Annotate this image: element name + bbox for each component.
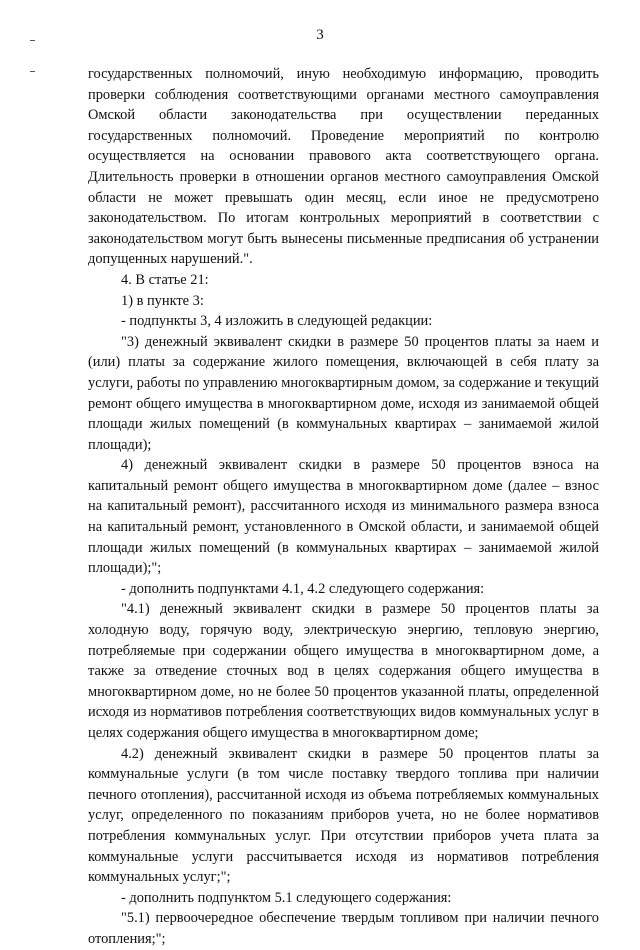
paragraph: 4.2) денежный эквивалент скидки в размере 50 процентов платы за коммунальные услуги (в том числе поставку твердого топлива при наличии печного отопления), рассчитанной исходя из объема потребляемых коммунальных услуг, определенного по показаниям приборов учета, но не более нормативов потребления коммунальных услуг. При отсутствии приборов учета плата за коммунальные услуги рассчитывается исходя из нормативов потребления коммунальных услуг;";: [88, 745, 599, 886]
page-number: 3: [316, 27, 324, 43]
paragraph: государственных полномочий, иную необходимую информацию, проводить проверки соблюдения соответствующими органами местного самоуправления Омской области законодательства при осуществлении переданных государственных полномочий. Проведение мероприятий по контролю осуществляется на основании правового акта соответствующего органа. Длительность проверки в отношении органов местного самоуправления Омской области не может превышать один месяц, если иное не предусмотрено законодательством. По итогам контрольных мероприятий в соответствии с законодательством могут быть вынесены письменные предписания об устранении допущенных нарушений.".: [88, 66, 599, 268]
scan-mark: [30, 71, 35, 72]
paragraph: - подпункты 3, 4 изложить в следующей редакции:: [121, 313, 433, 330]
paragraph: "4.1) денежный эквивалент скидки в размере 50 процентов платы за холодную воду, горячую воду, электрическую энергию, тепловую энергию, потребляемые при содержании общего имущества в многоквартирном доме, а также за отведение сточных вод в целях содержания общего имущества в многоквартирном доме, но не более 50 процентов указанной платы, определенной исходя из нормативов потребления соответствующих видов коммунальных услуг в целях содержания общего имущества в многоквартирном доме;: [88, 601, 599, 741]
document-body: [88, 64, 599, 950]
paragraph: - дополнить подпунктами 4.1, 4.2 следующего содержания:: [121, 580, 485, 597]
paragraph: 1) в пункте 3:: [121, 292, 204, 309]
paragraph: 4) денежный эквивалент скидки в размере 50 процентов взноса на капитальный ремонт общего имущества в многоквартирном доме (далее – взнос на капитальный ремонт), рассчитанного исходя из минимального размера взноса на капитальный ремонт, установленного в Омской области, и занимаемой общей площади жилых помещений (в коммунальных квартирах – занимаемой жилой площади);";: [88, 457, 599, 577]
paragraph: 4. В статье 21:: [121, 271, 209, 288]
paragraph: "5.1) первоочередное обеспечение твердым топливом при наличии печного отопления;";: [88, 910, 599, 947]
paragraph: - дополнить подпунктом 5.1 следующего содержания:: [121, 889, 452, 906]
paragraph: "3) денежный эквивалент скидки в размере 50 процентов платы за наем и (или) платы за содержание жилого помещения, включающей в себя плату за услуги, работы по управлению многоквартирным домом, за содержание и текущий ремонт общего имущества в многоквартирном доме, исходя из занимаемой общей площади жилых помещений (в коммунальных квартирах – занимаемой жилой площади);: [88, 333, 599, 453]
